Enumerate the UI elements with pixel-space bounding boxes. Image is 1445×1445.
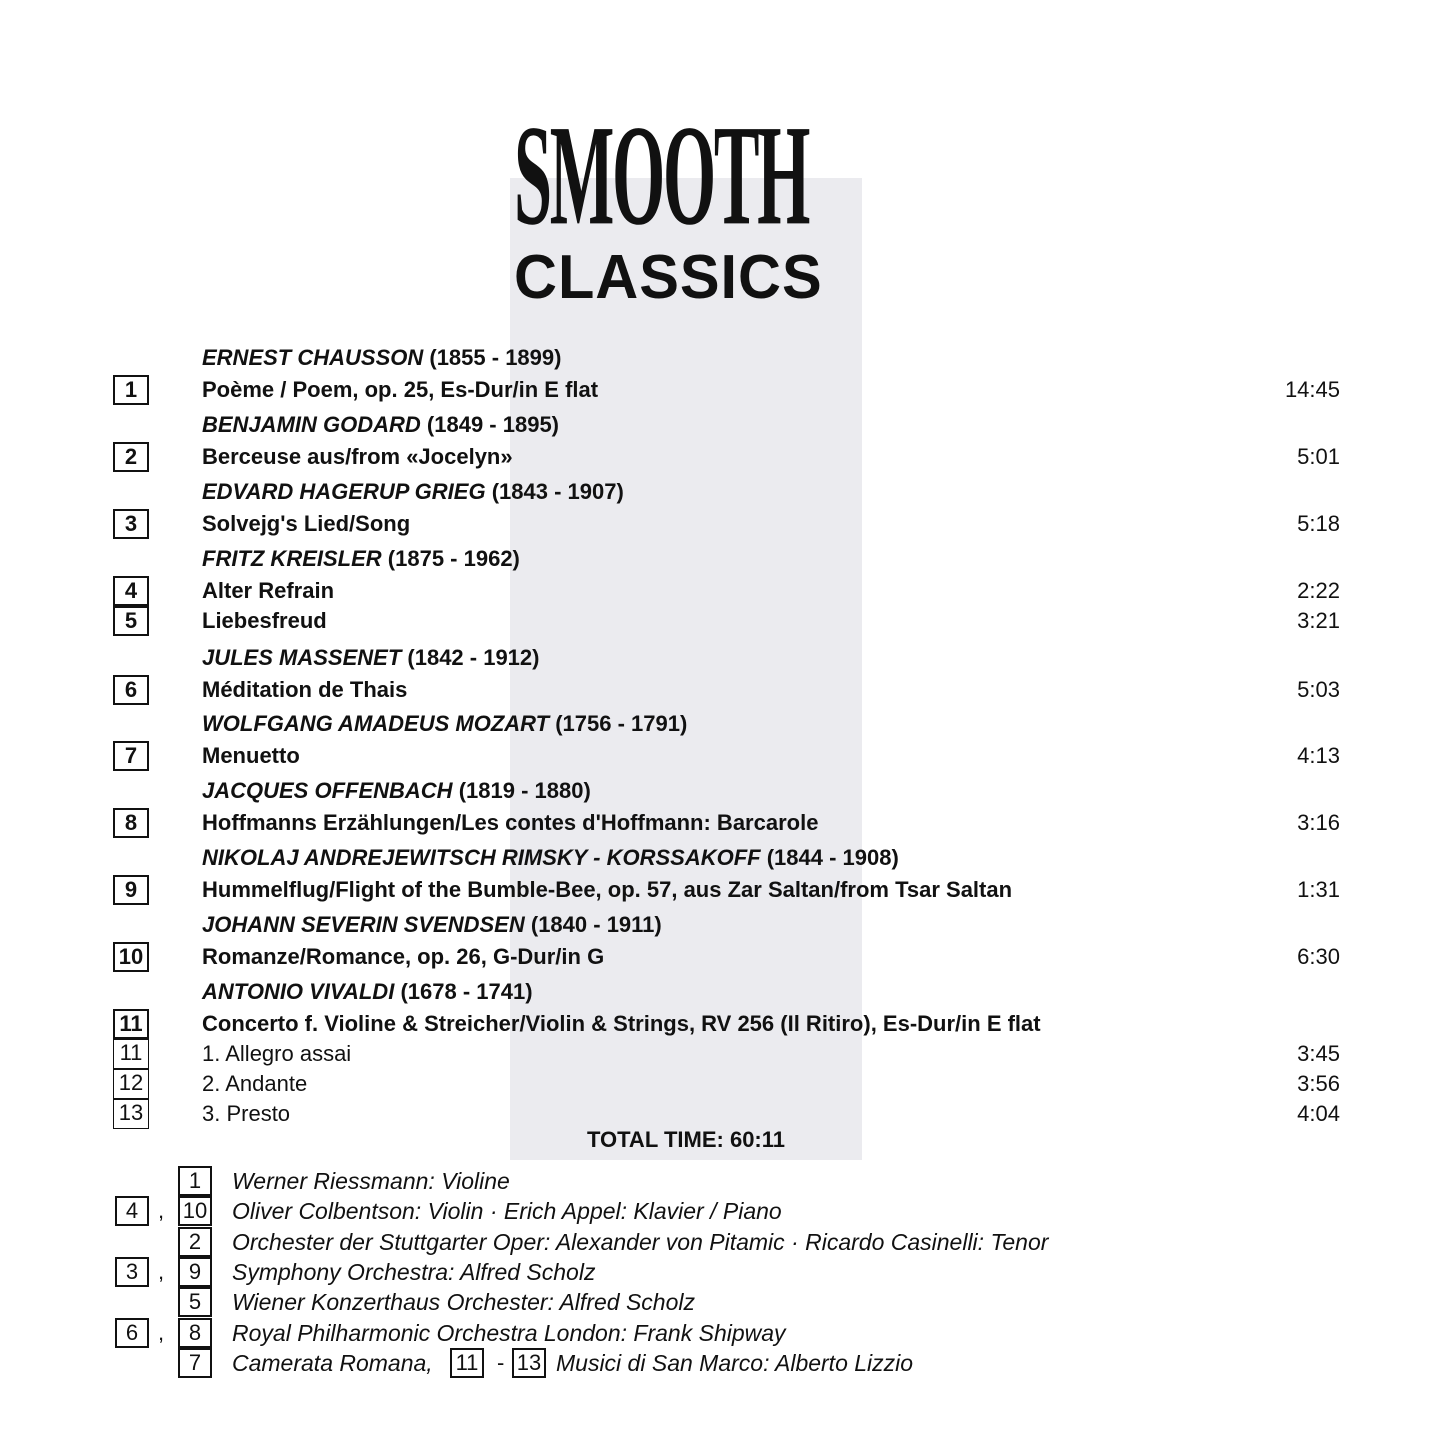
composer-name: ERNEST CHAUSSON	[202, 345, 424, 370]
composer-line	[202, 709, 687, 739]
track-number-box: 3	[113, 509, 149, 539]
credit-text: Musici di San Marco: Alberto Lizzio	[556, 1350, 914, 1376]
credit-track-box: 7	[178, 1348, 212, 1378]
composer-name: EDVARD HAGERUP GRIEG	[202, 479, 486, 504]
track-title: Alter Refrain	[202, 578, 335, 603]
credit-text: Symphony Orchestra: Alfred Scholz	[232, 1259, 596, 1285]
track-title: Berceuse aus/from «Jocelyn»	[202, 444, 513, 469]
track-title: Méditation de Thais	[202, 677, 408, 702]
composer-years: (1678 - 1741)	[400, 979, 533, 1004]
credit-separator: ,	[158, 1259, 165, 1284]
track-number-box: 7	[113, 741, 149, 771]
composer-line	[202, 544, 520, 574]
track-title: Romanze/Romance, op. 26, G-Dur/in G	[202, 944, 605, 969]
credit-track-box: 1	[178, 1166, 212, 1196]
composer-years: (1855 - 1899)	[429, 345, 562, 370]
track-title: 2. Andante	[202, 1071, 308, 1096]
track-number-box: 2	[113, 442, 149, 472]
credit-track-box: 4	[115, 1196, 149, 1226]
track-duration: 6:30	[1297, 944, 1340, 969]
credit-track-box: 13	[512, 1348, 546, 1378]
composer-line	[202, 910, 662, 940]
track-title: 3. Presto	[202, 1101, 291, 1126]
composer-name: NIKOLAJ ANDREJEWITSCH RIMSKY - KORSSAKOFF	[202, 845, 761, 870]
composer-line	[202, 343, 561, 373]
composer-years: (1842 - 1912)	[407, 645, 540, 670]
track-title: Hoffmanns Erzählungen/Les contes d'Hoffmann: Barcarole	[202, 810, 819, 835]
composer-name: BENJAMIN GODARD	[202, 412, 421, 437]
track-title: Hummelflug/Flight of the Bumble-Bee, op. 57, aus Zar Saltan/from Tsar Saltan	[202, 877, 1013, 902]
track-duration: 1:31	[1297, 877, 1340, 902]
composer-years: (1840 - 1911)	[530, 912, 662, 937]
track-number-box: 6	[113, 675, 149, 705]
credit-text: Orchester der Stuttgarter Oper: Alexander von Pitamic · Ricardo Casinelli: Tenor	[232, 1229, 1049, 1255]
composer-line	[202, 843, 899, 873]
track-number-box: 10	[113, 942, 149, 972]
composer-line	[202, 643, 539, 673]
track-title: Liebesfreud	[202, 608, 327, 633]
composer-name: JACQUES OFFENBACH	[202, 778, 453, 803]
credit-text: Camerata Romana,	[232, 1350, 433, 1376]
credit-track-box: 11	[450, 1348, 484, 1378]
track-duration: 3:16	[1297, 810, 1340, 835]
track-duration: 2:22	[1297, 578, 1340, 603]
total-time: TOTAL TIME: 60:11	[586, 1127, 786, 1152]
composer-name: FRITZ KREISLER	[202, 546, 382, 571]
track-duration: 4:04	[1297, 1101, 1340, 1126]
track-number-box: 1	[113, 375, 149, 405]
composer-line	[202, 410, 559, 440]
title-smooth: SMOOTH	[514, 95, 809, 256]
credit-range-dash: -	[497, 1350, 505, 1375]
track-duration: 5:01	[1297, 444, 1340, 469]
composer-years: (1843 - 1907)	[491, 479, 624, 504]
composer-years: (1875 - 1962)	[387, 546, 520, 571]
track-duration: 5:03	[1297, 677, 1340, 702]
composer-years: (1849 - 1895)	[426, 412, 560, 437]
track-duration: 5:18	[1297, 511, 1340, 536]
credit-text: Werner Riessmann: Violine	[232, 1168, 510, 1194]
track-duration: 3:45	[1297, 1041, 1340, 1066]
track-number-box: 8	[113, 808, 149, 838]
credit-text: Oliver Colbentson: Violin · Erich Appel: Klavier / Piano	[232, 1198, 782, 1224]
credit-track-box: 3	[115, 1257, 149, 1287]
track-duration: 3:21	[1297, 608, 1340, 633]
credit-separator: ,	[158, 1320, 165, 1345]
track-duration: 14:45	[1284, 377, 1340, 402]
track-number-box: 13	[113, 1099, 149, 1129]
track-title: 1. Allegro assai	[202, 1041, 352, 1066]
track-title: Solvejg's Lied/Song	[202, 511, 411, 536]
title-classics: CLASSICS	[514, 243, 823, 312]
credit-track-box: 6	[115, 1318, 149, 1348]
track-number-box: 4	[113, 576, 149, 606]
track-title: Concerto f. Violine & Streicher/Violin & Strings, RV 256 (Il Ritiro), Es-Dur/in E flat	[202, 1011, 1041, 1036]
track-title: Menuetto	[202, 743, 300, 768]
track-duration: 4:13	[1297, 743, 1340, 768]
track-number-box: 11	[113, 1039, 149, 1069]
track-number-box: 11	[113, 1009, 149, 1039]
credit-track-box: 10	[178, 1196, 212, 1226]
composer-years: (1819 - 1880)	[458, 778, 591, 803]
track-title: Poème / Poem, op. 25, Es-Dur/in E flat	[202, 377, 599, 402]
credit-track-box: 9	[178, 1257, 212, 1287]
track-duration: 3:56	[1297, 1071, 1340, 1096]
credit-text: Wiener Konzerthaus Orchester: Alfred Scholz	[232, 1289, 695, 1315]
credit-text: Royal Philharmonic Orchestra London: Frank Shipway	[232, 1320, 786, 1346]
credit-track-box: 8	[178, 1318, 212, 1348]
credit-track-box: 2	[178, 1227, 212, 1257]
composer-years: (1844 - 1908)	[766, 845, 899, 870]
composer-line	[202, 977, 533, 1007]
composer-years: (1756 - 1791)	[555, 711, 688, 736]
track-number-box: 9	[113, 875, 149, 905]
credit-separator: ,	[158, 1198, 165, 1223]
composer-line	[202, 477, 624, 507]
track-number-box: 12	[113, 1069, 149, 1099]
credit-track-box: 5	[178, 1287, 212, 1317]
composer-name: WOLFGANG AMADEUS MOZART	[202, 711, 550, 736]
composer-line	[202, 776, 591, 806]
composer-name: JOHANN SEVERIN SVENDSEN	[202, 912, 525, 937]
track-number-box: 5	[113, 606, 149, 636]
composer-name: ANTONIO VIVALDI	[202, 979, 395, 1004]
composer-name: JULES MASSENET	[202, 645, 402, 670]
